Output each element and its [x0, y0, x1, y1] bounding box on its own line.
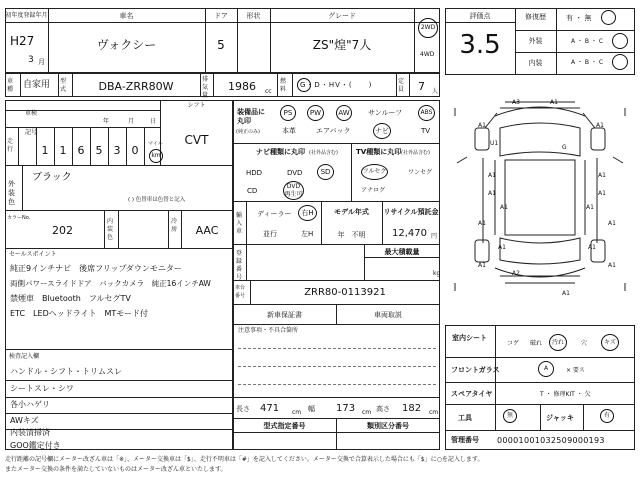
- load-label: 最大積載量: [384, 248, 420, 256]
- damage-mark: A1: [608, 220, 616, 227]
- score-label: 評価点: [469, 12, 491, 20]
- width-label: 幅: [308, 405, 315, 413]
- spare-label: スペアタイヤ: [451, 390, 493, 398]
- inspect-line: 各小ハゲリ: [10, 400, 50, 409]
- height-label: 高さ: [376, 405, 390, 413]
- nav-title: ナビ種類に丸印: [256, 148, 305, 156]
- inspect-line: ハンドル・シフト・トリムスレ: [10, 367, 122, 376]
- capacity: 7: [418, 80, 425, 93]
- ac-value: AAC: [195, 224, 219, 237]
- glass-circle: A: [538, 361, 554, 377]
- damage-mark: A1: [598, 190, 606, 197]
- equip-ps: PS: [280, 105, 296, 121]
- inspection-label: 車検: [25, 110, 38, 117]
- model-code: DBA-ZRR80W: [98, 80, 174, 93]
- seat-item-circled: キズ: [601, 334, 619, 351]
- tv-fullseg: フルセグ: [361, 164, 388, 180]
- height: 182: [402, 403, 422, 414]
- damage-mark: G: [562, 144, 567, 151]
- mileage-digit: 0: [131, 144, 139, 157]
- mileage-unit-mile: マイル: [148, 141, 163, 147]
- drive-4wd: 4WD: [420, 51, 435, 58]
- fuel-options: G・D・HV・( ): [300, 81, 373, 89]
- seat-item-circled: 汚れ: [549, 334, 567, 351]
- reg-year-label: 初年度登録年月: [5, 12, 48, 19]
- sales-line: ETC LEDヘッドライト MTモード付: [10, 309, 148, 318]
- type-label: 車種: [7, 78, 14, 93]
- interior-circle: [612, 54, 628, 70]
- warranty: 新車保証書: [267, 311, 302, 319]
- equip-tv: TV: [421, 127, 431, 135]
- damage-mark: A2: [512, 270, 520, 277]
- inspect-title: 検査記入欄: [9, 353, 40, 360]
- mileage-digit: 5: [95, 144, 103, 157]
- nav-dvd: DVD: [287, 169, 303, 177]
- length-label: 長さ: [236, 405, 250, 413]
- mileage-digit: 1: [41, 144, 49, 157]
- recycle-label: リサイクル預託金: [383, 208, 439, 216]
- sales-line: 禁煙車 Bluetooth フルセグTV: [10, 294, 131, 303]
- car-name: ヴォクシー: [96, 38, 157, 52]
- class-label: 類別区分番号: [367, 422, 409, 430]
- equip-navi: ナビ: [373, 123, 391, 139]
- grade-label: グレード: [328, 12, 356, 20]
- spec-row: [5, 73, 440, 97]
- chassis-label: 車台番号: [235, 285, 246, 299]
- mileage-digit: 3: [113, 144, 121, 157]
- insp-day: 日: [150, 118, 157, 125]
- exterior-label: 外装: [528, 37, 543, 45]
- drive-2wd-circle: 2WD: [418, 18, 438, 38]
- handle-right: 右H: [298, 205, 317, 221]
- ac-label: 冷房: [171, 218, 178, 233]
- damage-mark: A1: [608, 262, 616, 269]
- interior-label: 内装: [528, 59, 543, 67]
- seat-item: コゲ: [507, 340, 520, 347]
- reg-year: H27: [10, 34, 35, 48]
- mgmt-label: 管理番号: [451, 436, 479, 444]
- tv-sub: (社外品含む): [401, 150, 430, 156]
- sales-title: セールスポイント: [9, 251, 57, 258]
- handle-left: 左H: [301, 230, 314, 238]
- import-label: 輸入車: [236, 212, 243, 235]
- damage-mark: A1: [478, 262, 486, 269]
- interior-label: 内装色: [107, 218, 114, 241]
- mgmt-number: 00001001032509000193: [497, 436, 605, 445]
- tv-oneseg: ワンセグ: [408, 169, 433, 176]
- damage-mark: A1: [598, 172, 606, 179]
- shape-label: 形状: [246, 12, 261, 20]
- insp-month: 月: [128, 118, 135, 125]
- mileage-digit: 6: [77, 144, 85, 157]
- model-label: 型式: [60, 78, 67, 93]
- damage-mark: A1: [550, 99, 558, 106]
- damage-mark: A1: [498, 244, 506, 251]
- shift-label: シフト: [187, 102, 206, 109]
- inspect-line: 内装清掃済: [10, 428, 50, 437]
- notes-title: 注意事項・不具合箇所: [238, 327, 299, 334]
- footer-note: またメーター交換の条件を満たしていないものはメーター改ざん車といたします。: [5, 466, 227, 473]
- damage-mark: A1: [488, 190, 496, 197]
- damage-mark: A1: [488, 172, 496, 179]
- grade: ZS"煌"7人: [312, 38, 372, 52]
- width-unit: cm: [362, 409, 372, 416]
- damage-mark: A1: [588, 244, 596, 251]
- damage-mark: A3: [512, 99, 520, 106]
- plate-label: 登録番号: [236, 250, 243, 281]
- repair-label: 修復歴: [525, 13, 546, 21]
- damage-mark: A1: [478, 122, 486, 129]
- parallel: 並行: [263, 230, 277, 238]
- displacement-label: 排気量: [202, 76, 209, 99]
- exterior-circle: [612, 33, 628, 49]
- capacity-unit: 人: [432, 88, 439, 95]
- nav-dvd-play: DVD再生可: [283, 181, 304, 200]
- inspect-line: AWキズ: [10, 416, 39, 425]
- jack-label: ジャッキ: [546, 414, 574, 422]
- nav-cd: CD: [247, 187, 258, 195]
- equip-sub: (純正のみ): [236, 129, 260, 135]
- model-year-label: モデル年式: [334, 208, 369, 216]
- damage-mark: U1: [490, 140, 499, 147]
- footer-note: 走行距離の記号欄にメーター改ざん車は「※」、メーター交換車は「$」、走行不明車は「#」を記入してください。メーター交換で合算表示した場合にも「$」に○を記入します。: [5, 456, 484, 463]
- glass-other: × 要ス: [566, 367, 585, 374]
- door-count: 5: [217, 38, 225, 52]
- damage-mark: A1: [596, 122, 604, 129]
- insp-year: 年: [103, 118, 110, 125]
- equip-leather: 本革: [282, 127, 296, 135]
- mileage-head: 記号: [25, 129, 38, 136]
- interior-options: A ・ B ・ C: [571, 59, 604, 66]
- equip-aw: AW: [336, 105, 352, 121]
- chassis-number: ZRR80-0113921: [304, 287, 386, 298]
- equip-pw: PW: [307, 105, 324, 121]
- recycle-unit: 円: [431, 233, 438, 240]
- mileage-digit: 1: [59, 144, 67, 157]
- load-unit: kg: [433, 270, 441, 277]
- reg-month: 3: [28, 55, 34, 65]
- tools-circle: 無: [503, 409, 517, 423]
- length: 471: [260, 403, 280, 414]
- damage-mark: A1: [562, 290, 570, 297]
- door-label: ドア: [214, 12, 228, 20]
- seat-item: 破れ: [530, 340, 543, 347]
- equip-abs: ABS: [418, 105, 435, 121]
- model-year: 年 不明: [337, 231, 366, 239]
- type-value: 自家用: [23, 80, 51, 90]
- sales-line: 純正9インチナビ 後席フリップダウンモニター: [10, 264, 182, 273]
- name-label: 車名: [119, 12, 134, 20]
- manual: 車両取説: [374, 311, 402, 319]
- damage-mark: A1: [500, 204, 508, 211]
- recycle-value: 12,470: [392, 228, 427, 239]
- repair-options: 有 ・ 無: [566, 14, 592, 22]
- glass-label: フロントガラス: [451, 366, 500, 374]
- nav-sd: SD: [317, 164, 334, 180]
- repair-circle: [601, 10, 616, 25]
- tv-analog: アナログ: [361, 187, 386, 194]
- color-label: 外装色: [8, 180, 15, 206]
- displacement: 1986: [228, 80, 256, 93]
- equip-label: 装備品に丸印: [237, 108, 265, 125]
- color-note: ( ) 色替車は色替と記入: [128, 197, 186, 203]
- sales-line: 両側パワースライドドア バックカメラ 純正16インチAW: [10, 279, 211, 288]
- jack-circle: 有: [600, 409, 614, 423]
- type-spec-label: 型式指定番号: [263, 422, 306, 430]
- equip-sunroof: サンルーフ: [368, 109, 403, 117]
- inspect-line: シートスレ・シワ: [10, 384, 74, 393]
- color-value: ブラック: [32, 172, 72, 183]
- width: 173: [336, 403, 356, 414]
- color-no: 202: [52, 224, 73, 237]
- tv-title: TV種類に丸印: [356, 148, 402, 156]
- exterior-options: A ・ B ・ C: [571, 38, 604, 45]
- car-diagram: [445, 88, 635, 313]
- damage-mark: A1: [586, 204, 594, 211]
- nav-sub: (社外品含む): [309, 150, 338, 156]
- mileage-unit-km-circle: km: [149, 149, 163, 163]
- inspect-line: GOO鑑定付き: [10, 441, 61, 450]
- seat-label: 室内シート: [452, 334, 487, 342]
- shift-value: CVT: [184, 133, 209, 147]
- score: 3.5: [459, 30, 501, 60]
- equip-airbag: エアバック: [316, 127, 351, 135]
- nav-hdd: HDD: [246, 169, 263, 177]
- fuel-label: 燃料: [280, 78, 287, 93]
- tools-label: 工具: [458, 414, 472, 422]
- fuel-circle: [297, 78, 311, 92]
- length-unit: cm: [292, 409, 302, 416]
- spare-items: T ・ 修理KIT ・ 欠: [540, 391, 591, 398]
- mileage-label: 走行: [7, 138, 14, 153]
- seat-item: 穴: [581, 340, 588, 347]
- damage-mark: A1: [478, 220, 486, 227]
- capacity-label: 定員: [398, 78, 405, 93]
- color-no-label: カラーNo.: [7, 215, 31, 221]
- cc-unit: cc: [265, 88, 272, 95]
- dealer: ディーラー: [257, 210, 292, 218]
- height-unit: cm: [429, 409, 439, 416]
- reg-month-unit: 月: [38, 58, 45, 66]
